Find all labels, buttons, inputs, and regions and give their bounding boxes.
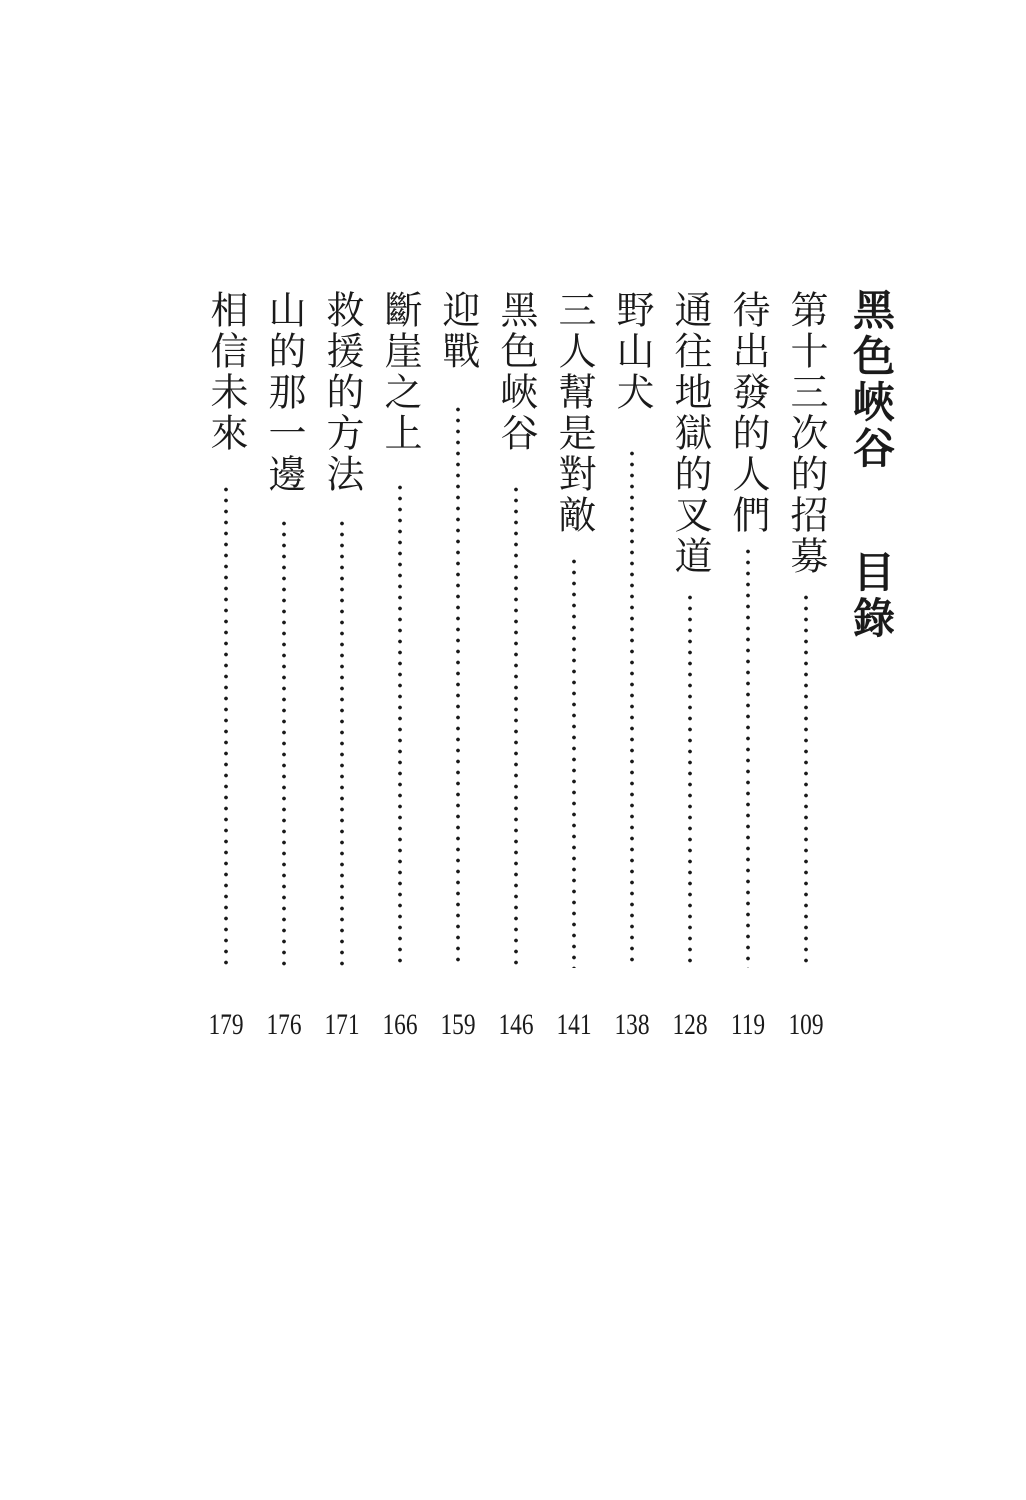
toc-entry-title: 迎戰: [436, 290, 480, 372]
toc-entry-page: 171: [324, 1008, 360, 1041]
dot-leader: [688, 592, 692, 968]
toc-entry-page: 138: [614, 1008, 650, 1041]
toc-entry-page: 141: [556, 1008, 592, 1041]
dot-leader: [804, 592, 808, 968]
toc-entry-title: 相信未來: [204, 290, 248, 454]
toc-entry-title: 野山犬: [610, 290, 654, 413]
toc-entry-page: 109: [788, 1008, 824, 1041]
toc-heading: 目錄: [847, 550, 896, 642]
dot-leader: [514, 484, 518, 968]
toc-entry-title: 山的那一邊: [262, 290, 306, 495]
dot-leader: [572, 556, 576, 968]
toc-entry-title: 黑色峽谷: [494, 290, 538, 454]
dot-leader: [282, 518, 286, 968]
toc-entry-page: 179: [208, 1008, 244, 1041]
dot-leader: [340, 518, 344, 968]
toc-entry-title: 第十三次的招募: [784, 290, 828, 577]
book-title: 黑色峽谷: [847, 288, 896, 472]
toc-entry-title: 通往地獄的叉道: [668, 290, 712, 577]
toc-entry-page: 176: [266, 1008, 302, 1041]
toc-entry-title: 救援的方法: [320, 290, 364, 495]
toc-entry-page: 146: [498, 1008, 534, 1041]
toc-entry-title: 斷崖之上: [378, 290, 422, 454]
toc-entry-title: 待出發的人們: [726, 290, 770, 536]
dot-leader: [398, 482, 402, 968]
dot-leader: [746, 546, 750, 968]
toc-entry-page: 166: [382, 1008, 418, 1041]
dot-leader: [630, 448, 634, 968]
toc-entry-page: 128: [672, 1008, 708, 1041]
toc-entry-page: 119: [730, 1008, 766, 1041]
toc-entry-title: 三人幫是對敵: [552, 290, 596, 536]
dot-leader: [456, 404, 460, 968]
toc-entry-page: 159: [440, 1008, 476, 1041]
dot-leader: [224, 484, 228, 968]
